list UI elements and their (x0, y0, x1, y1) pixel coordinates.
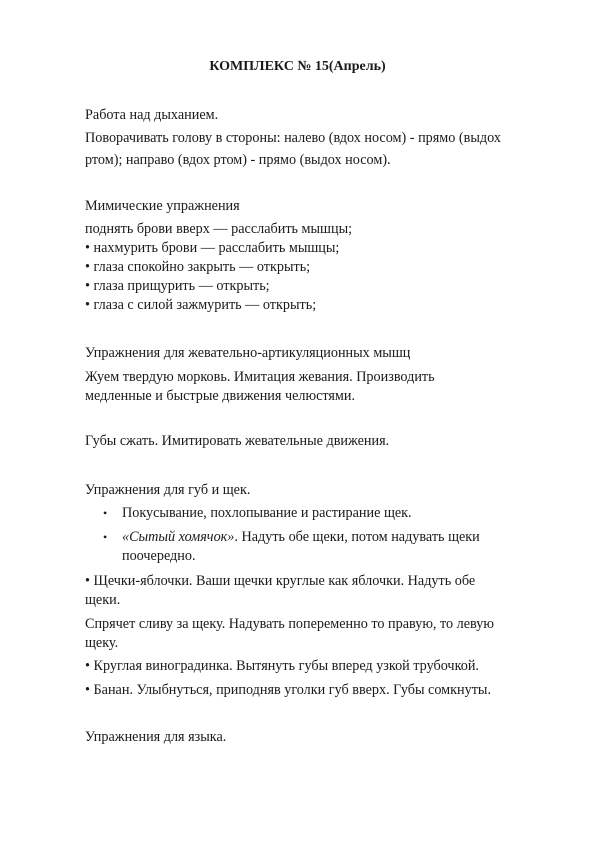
chewing-text-line-1: Жуем твердую морковь. Имитация жевания. Производить (85, 369, 435, 385)
plum-line-1: Спрячет сливу за щеку. Надувать попеременно то правую, то левую (85, 616, 494, 632)
page-title: КОМПЛЕКС № 15(Апрель) (209, 59, 386, 74)
lips-chew-text: Губы сжать. Имитировать жевательные движения. (85, 433, 390, 449)
lips-bullet-2 (122, 527, 562, 547)
breathing-text-line-2: ртом); направо (вдох ртом) - прямо (выдох носом). (85, 152, 391, 168)
banana-line: • Банан. Улыбнуться, приподняв уголки губ вверх. Губы сомкнуты. (85, 682, 492, 698)
breathing-heading: Работа над дыханием. (85, 107, 219, 123)
list-bullet-1: • (103, 506, 108, 520)
mimic-heading: Мимические упражнения (85, 198, 240, 214)
mimic-item-5: • глаза с силой зажмурить — открыть; (85, 297, 317, 313)
lips-bullet-2-line-2: поочередно. (122, 548, 196, 564)
tongue-heading: Упражнения для языка. (85, 729, 227, 745)
chewing-heading: Упражнения для жевательно-артикуляционных мышц (85, 345, 411, 361)
breathing-text-line-1: Поворачивать голову в стороны: налево (вдох носом) - прямо (выдох (85, 130, 501, 146)
apples-line-1: • Щечки-яблочки. Ваши щечки круглые как яблочки. Надуть обе (85, 573, 476, 589)
apples-line-2: щеки. (85, 592, 121, 608)
lips-bullet-1: Покусывание, похлопывание и растирание щек. (122, 505, 412, 521)
grape-line: • Круглая виноградинка. Вытянуть губы вперед узкой трубочкой. (85, 658, 479, 674)
mimic-item-2: • нахмурить брови — расслабить мышцы; (85, 240, 340, 256)
mimic-item-3: • глаза спокойно закрыть — открыть; (85, 259, 311, 275)
mimic-item-4: • глаза прищурить — открыть; (85, 278, 270, 294)
list-bullet-2: • (103, 530, 108, 544)
hamster-exercise-text: . Надуть обе щеки, потом надувать щеки (234, 529, 480, 545)
plum-line-2: щеку. (85, 635, 119, 651)
chewing-text-line-2: медленные и быстрые движения челюстями. (85, 388, 356, 404)
mimic-item-1: поднять брови вверх — расслабить мышцы; (85, 221, 353, 237)
lips-cheeks-heading: Упражнения для губ и щек. (85, 482, 251, 498)
hamster-exercise-name: «Сытый хомячок» (122, 529, 235, 545)
